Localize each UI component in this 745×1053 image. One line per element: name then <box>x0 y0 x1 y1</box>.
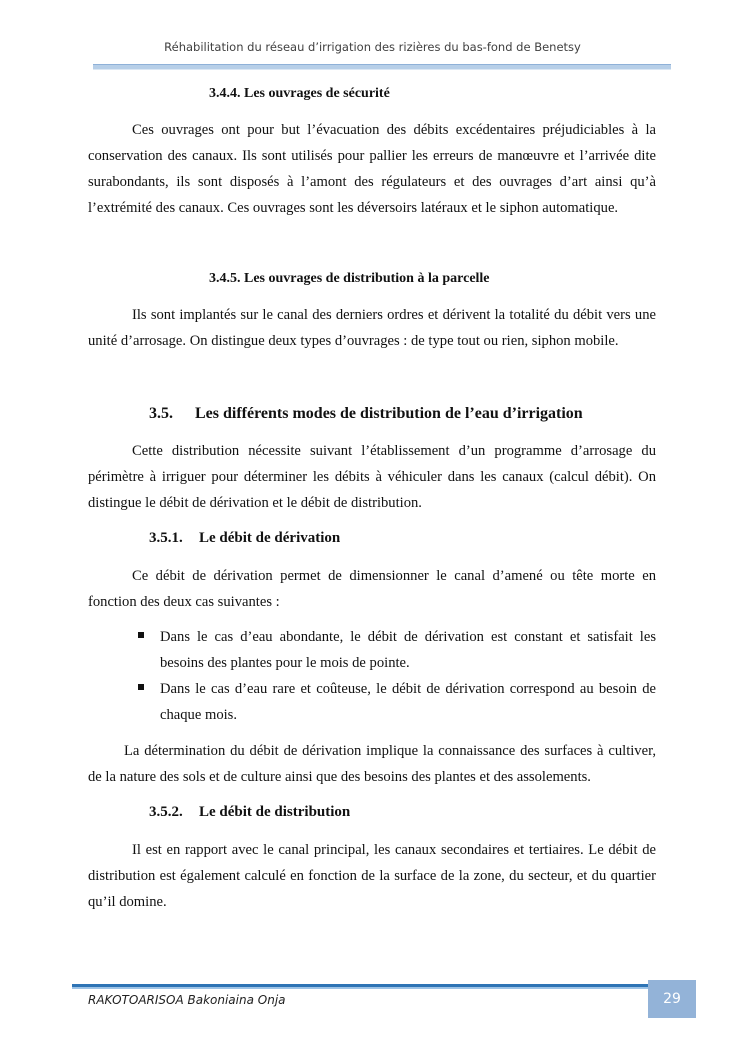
footer-rule <box>72 984 648 989</box>
paragraph-line: périmètre à irriguer pour déterminer les débits à véhiculer dans les canaux (calcul débit). On <box>88 469 656 485</box>
paragraph-line: surabondants, ils sont disposés à l’amont des régulateurs et des ouvrages d’art ainsi qu’à <box>88 174 656 190</box>
paragraph-line: La détermination du débit de dérivation implique la connaissance des surfaces à cultiver, <box>124 743 656 759</box>
paragraph-line: fonction des deux cas suivantes : <box>88 594 280 610</box>
paragraph-line: Ces ouvrages ont pour but l’évacuation des débits excédentaires préjudiciables à la <box>132 122 656 138</box>
page-number: 29 <box>648 980 696 1018</box>
bullet-item-line: Dans le cas d’eau abondante, le débit de dérivation est constant et satisfait les <box>160 629 656 645</box>
bullet-item-line: besoins des plantes pour le mois de pointe. <box>160 655 410 671</box>
heading-3-5-title: Les différents modes de distribution de l’eau d’irrigation <box>195 405 583 422</box>
paragraph-line: Il est en rapport avec le canal principal, les canaux secondaires et tertiaires. Le débit de <box>132 842 656 858</box>
bullet-marker <box>138 632 144 638</box>
paragraph-line: distribution est également calculé en fonction de la surface de la zone, du secteur, et du quartier <box>88 868 656 884</box>
paragraph-line: l’extrémité des canaux. Ces ouvrages sont les déversoirs latéraux et le siphon automatique. <box>88 200 619 216</box>
heading-3-5-1-number: 3.5.1. <box>149 530 183 546</box>
paragraph-line: distingue le débit de dérivation et le débit de distribution. <box>88 495 422 511</box>
heading-3-5-number: 3.5. <box>149 405 173 422</box>
paragraph-line: qu’il domine. <box>88 894 167 910</box>
paragraph-line: de la nature des sols et de culture ainsi que des besoins des plantes et des assolements. <box>88 769 591 785</box>
footer-author: RAKOTOARISOA Bakoniaina Onja <box>88 993 286 1007</box>
header-rule <box>93 64 671 70</box>
heading-3-5-1-title: Le débit de dérivation <box>199 530 341 546</box>
heading-3-4-4: 3.4.4. Les ouvrages de sécurité <box>209 86 390 101</box>
heading-3-4-5: 3.4.5. Les ouvrages de distribution à la parcelle <box>209 271 490 286</box>
bullet-item-line: chaque mois. <box>160 707 238 723</box>
paragraph-line: conservation des canaux. Ils sont utilisés pour pallier les erreurs de manœuvre et l’arrivée dite <box>88 148 656 164</box>
heading-3-5-2-number: 3.5.2. <box>149 804 183 820</box>
paragraph-line: Ils sont implantés sur le canal des derniers ordres et dérivent la totalité du débit vers une <box>132 307 656 323</box>
paragraph-line: Ce débit de dérivation permet de dimensionner le canal d’amené ou tête morte en <box>132 568 656 584</box>
bullet-marker <box>138 684 144 690</box>
heading-3-5-2-title: Le débit de distribution <box>199 804 351 820</box>
bullet-item-line: Dans le cas d’eau rare et coûteuse, le débit de dérivation correspond au besoin de <box>160 681 656 697</box>
paragraph-line: unité d’arrosage. On distingue deux types d’ouvrages : de type tout ou rien, siphon mobile. <box>88 333 619 349</box>
paragraph-line: Cette distribution nécessite suivant l’établissement d’un programme d’arrosage du <box>132 443 656 459</box>
running-header: Réhabilitation du réseau d’irrigation des rizières du bas-fond de Benetsy <box>164 40 581 54</box>
